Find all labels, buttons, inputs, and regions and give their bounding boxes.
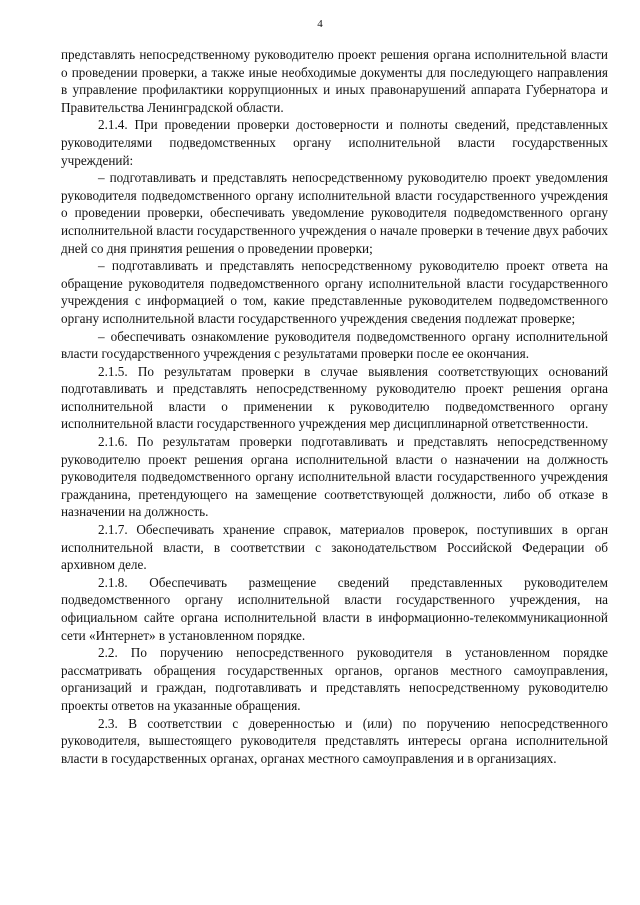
list-item-notification: – подготавливать и представлять непосредственному руководителю проект уведомления руководителя подведомственного органу исполнительной власти государственного учреждения о проведении проверки, обеспечивать уведомление руководителя подведомственного органу исполнительной власти государственного учреждения о начале проверки в течение двух рабочих дней со дня принятия решения о проведении проверки;: [61, 170, 608, 256]
paragraph-2-1-8: 2.1.8. Обеспечивать размещение сведений представленных руководителем подведомственного органу исполнительной власти государственного учреждения, на официальном сайте органа исполнительной власти в информационно-телекоммуникационной сети «Интернет» в установленном порядке.: [61, 574, 608, 643]
paragraph-2-3: 2.3. В соответствии с доверенностью и (или) по поручению непосредственного руководителя, вышестоящего руководителя представлять интересы органа исполнительной власти в государственных органах, органах местного самоуправления и в организациях.: [61, 715, 608, 766]
document-body: [61, 46, 608, 767]
list-item-response: – подготавливать и представлять непосредственному руководителю проект ответа на обращение руководителя подведомственного органу исполнительной власти государственного учреждения с информацией о том, какие представленные руководителем подведомственного органу исполнительной власти государственного учреждения сведения подлежат проверке;: [61, 258, 608, 326]
paragraph-continuation: представлять непосредственному руководителю проект решения органа исполнительной власти о проведении проверки, а также иные необходимые документы для последующего направления в управление профилактики коррупционных и иных правонарушений аппарата Губернатора и Правительства Ленинградской области.: [61, 47, 608, 115]
list-item-familiarization: – обеспечивать ознакомление руководителя подведомственного органу исполнительной власти государственного учреждения с результатами проверки после ее окончания.: [61, 328, 608, 362]
paragraph-2-2: 2.2. По поручению непосредственного руководителя в установленном порядке рассматривать обращения государственных органов, органов местного самоуправления, организаций и граждан, подготавливать и представлять непосредственному руководителю проекты ответов на указанные обращения.: [61, 645, 608, 713]
paragraph-2-1-6: 2.1.6. По результатам проверки подготавливать и представлять непосредственному руководителю проект решения органа исполнительной власти о назначении на должность руководителя подведомственного органу исполнительной власти государственного учреждения гражданина, претендующего на замещение соответствующей должности, либо об отказе в назначении на должность.: [61, 434, 608, 520]
page-number: 4: [317, 18, 323, 30]
paragraph-2-1-7: 2.1.7. Обеспечивать хранение справок, материалов проверок, поступивших в орган исполнительной власти, в соответствии с законодательством Российской Федерации об архивном деле.: [61, 522, 608, 573]
paragraph-2-1-5: 2.1.5. По результатам проверки в случае выявления соответствующих оснований подготавливать и представлять непосредственному руководителю проект решения органа исполнительной власти о применении к руководителю подведомственного органу исполнительной власти государственного учреждения мер дисциплинарной ответственности.: [61, 363, 608, 432]
paragraph-2-1-4: 2.1.4. При проведении проверки достоверности и полноты сведений, представленных руководителями подведомственных органу исполнительной власти государственных учреждений:: [61, 117, 608, 168]
